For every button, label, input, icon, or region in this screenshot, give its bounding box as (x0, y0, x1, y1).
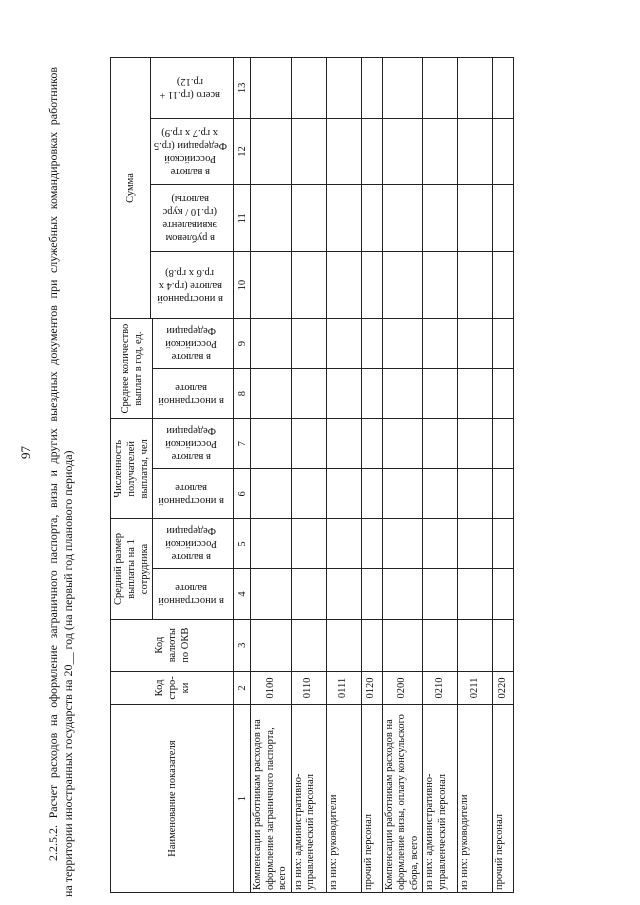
header-name: Наименование показателя (111, 705, 234, 893)
heading-line-1: 2.2.5.2. Расчет расходов на оформление заграничного паспорта, визы и других выездных документов при служебных командировках работников (46, 67, 60, 861)
table-row (493, 58, 514, 893)
column-number: 12 (234, 118, 251, 185)
column-number: 13 (234, 58, 251, 119)
column-number: 8 (234, 369, 251, 419)
page-number: 97 (18, 446, 33, 459)
row-name: прочий персонал (493, 705, 514, 893)
header-avg-payment-foreign: в иностранной валюте (153, 569, 234, 619)
header-avg-count-foreign: в иностранной валюте (153, 369, 234, 419)
table-row (251, 58, 292, 893)
column-number: 7 (234, 419, 251, 469)
row-name: прочий персонал (361, 705, 382, 893)
row-code: 0110 (291, 671, 326, 704)
row-name: Компенсации работникам расходов на оформление визы, оплату консульского сбора, всего (382, 705, 423, 893)
row-code: 0210 (423, 671, 458, 704)
column-number: 4 (234, 569, 251, 619)
header-avg-payment: Средний размер выплаты на 1 сотрудника (111, 519, 153, 619)
section-heading (46, 67, 76, 897)
header-recipients: Численность получателей выплаты, чел (111, 419, 153, 519)
column-number: 1 (234, 705, 251, 893)
column-number: 3 (234, 619, 251, 671)
column-number: 5 (234, 519, 251, 569)
table-row (326, 58, 361, 893)
table-row (361, 58, 382, 893)
row-name: из них: административно-управленческий персонал (291, 705, 326, 893)
header-sum-rub-equiv: в рублевом эквиваленте (гр.10 / курс валюты) (151, 185, 234, 252)
row-code: 0220 (493, 671, 514, 704)
header-recipients-foreign: в иностранной валюте (153, 469, 234, 519)
header-avg-payment-rf: в валюте Российской Федерации (153, 519, 234, 569)
header-recipients-rf: в валюте Российской Федерации (153, 419, 234, 469)
column-number: 9 (234, 319, 251, 369)
column-number: 2 (234, 671, 251, 704)
header-currency-code: Код валюты по ОКВ (111, 619, 234, 671)
column-number: 6 (234, 469, 251, 519)
row-name: из них: руководители (458, 705, 493, 893)
row-code: 0120 (361, 671, 382, 704)
calculation-table (110, 57, 514, 893)
header-sum-total: всего (гр.11 + гр.12) (151, 58, 234, 119)
header-avg-count-rf: в валюте Российской Федерации (153, 319, 234, 369)
header-avg-count: Среднее количество выплат в год, ед. (111, 319, 153, 419)
header-code: Код стро-ки (111, 671, 234, 704)
row-name: из них: руководители (326, 705, 361, 893)
table-row (458, 58, 493, 893)
table-row (423, 58, 458, 893)
header-sum: Сумма (111, 58, 151, 319)
row-code: 0200 (382, 671, 423, 704)
column-number: 10 (234, 252, 251, 319)
header-sum-foreign: в иностранной валюте (гр.4 х гр.6 х гр.8) (151, 252, 234, 319)
row-code: 0211 (458, 671, 493, 704)
row-code: 0100 (251, 671, 292, 704)
table-row (291, 58, 326, 893)
table-row (382, 58, 423, 893)
row-name: из них: административно-управленческий персонал (423, 705, 458, 893)
column-number: 11 (234, 185, 251, 252)
row-name: Компенсации работникам расходов на оформление заграничного паспорта, всего (251, 705, 292, 893)
header-sum-rf: в валюте Российской Федерации (гр.5 х гр.7 х гр.9) (151, 118, 234, 185)
row-code: 0111 (326, 671, 361, 704)
heading-line-2: на территории иностранных государств на 20__ год (на первый год планового периода) (61, 450, 75, 897)
